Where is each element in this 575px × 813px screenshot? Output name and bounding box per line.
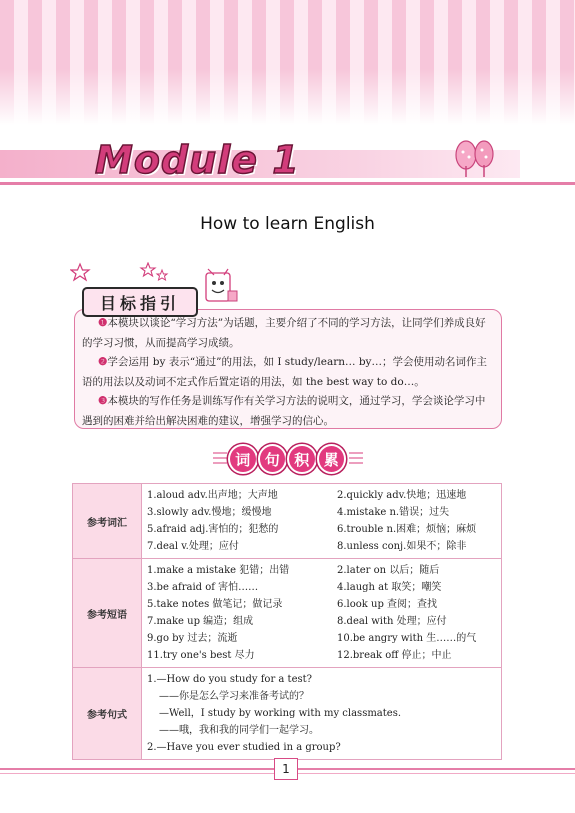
table-row xyxy=(73,668,502,760)
list-item: 7.deal v.处理；应付 xyxy=(147,541,239,552)
list-item: ——哦，我和我的同学们一起学习。 xyxy=(159,725,319,736)
words-list xyxy=(143,485,500,557)
goal-item: ❸本模块的写作任务是训练写作有关学习方法的说明文，通过学习，学会谈论学习中遇到的困难并给出解决困难的建议，增强学习的信心。 xyxy=(82,395,486,427)
module-title: Module 1 xyxy=(95,138,300,182)
category-label: 参考句式 xyxy=(73,668,142,760)
list-item: 4.mistake n.错误；过失 xyxy=(337,507,450,518)
mascot-icon xyxy=(200,265,240,305)
list-item: 6.trouble n.困难；烦恼；麻烦 xyxy=(337,524,477,535)
list-item: 12.break off 停止；中止 xyxy=(337,650,452,661)
list-item: 1.aloud adv.出声地；大声地 xyxy=(147,490,278,501)
category-label: 参考词汇 xyxy=(73,484,142,559)
phrases-list xyxy=(143,560,500,666)
list-item: 5.take notes 做笔记；做记录 xyxy=(147,599,283,610)
list-item: 8.unless conj.如果不；除非 xyxy=(337,541,467,552)
list-item: 9.go by 过去；流逝 xyxy=(147,633,238,644)
list-item: 3.slowly adv.慢地；缓慢地 xyxy=(147,507,272,518)
goal-item: ❷学会运用 by 表示“通过”的用法，如 I study/learn… by…；学会使用动名词作主语的用法以及动词不定式作后置定语的用法，如 the best way to do…。 xyxy=(82,356,487,388)
category-label: 参考短语 xyxy=(73,559,142,668)
list-item: 1.make a mistake 犯错；出错 xyxy=(147,565,290,576)
goals-list xyxy=(82,314,494,431)
list-item: 2.quickly adv.快地；迅速地 xyxy=(337,490,467,501)
list-item: 4.laugh at 取笑；嘲笑 xyxy=(337,582,442,593)
list-item: 6.look up 查阅；查找 xyxy=(337,599,438,610)
list-item: 7.make up 编造；组成 xyxy=(147,616,254,627)
list-item: 8.deal with 处理；应付 xyxy=(337,616,447,627)
list-item: 1.—How do you study for a test? xyxy=(147,674,312,685)
section-title: 词 句 积 累 xyxy=(228,444,346,474)
module-underline xyxy=(0,182,575,185)
header-stripes xyxy=(0,0,575,125)
list-item: 3.be afraid of 害怕…… xyxy=(147,582,259,593)
list-item: 2.later on 以后；随后 xyxy=(337,565,440,576)
vocab-table xyxy=(72,483,502,760)
lesson-subtitle: How to learn English xyxy=(200,214,375,234)
trees-icon xyxy=(452,140,498,178)
list-item: 5.afraid adj.害怕的；犯愁的 xyxy=(147,524,279,535)
table-row xyxy=(73,559,502,668)
goals-heading: 目标指引 xyxy=(82,287,198,317)
goal-item: ❶本模块以谈论“学习方法”为话题，主要介绍了不同的学习方法，让同学们养成良好的学习习惯，从而提高学习成绩。 xyxy=(82,317,486,349)
sentences-list xyxy=(143,669,500,758)
page-number: 1 xyxy=(274,758,298,780)
list-item: 11.try one's best 尽力 xyxy=(147,650,255,661)
list-item: ——你是怎么学习来准备考试的？ xyxy=(159,691,309,702)
table-row xyxy=(73,484,502,559)
list-item: 10.be angry with 生……的气 xyxy=(337,633,477,644)
list-item: —Well，I study by working with my classmates. xyxy=(159,708,402,719)
stars-icon xyxy=(70,262,170,288)
list-item: 2.—Have you ever studied in a group? xyxy=(147,742,341,753)
